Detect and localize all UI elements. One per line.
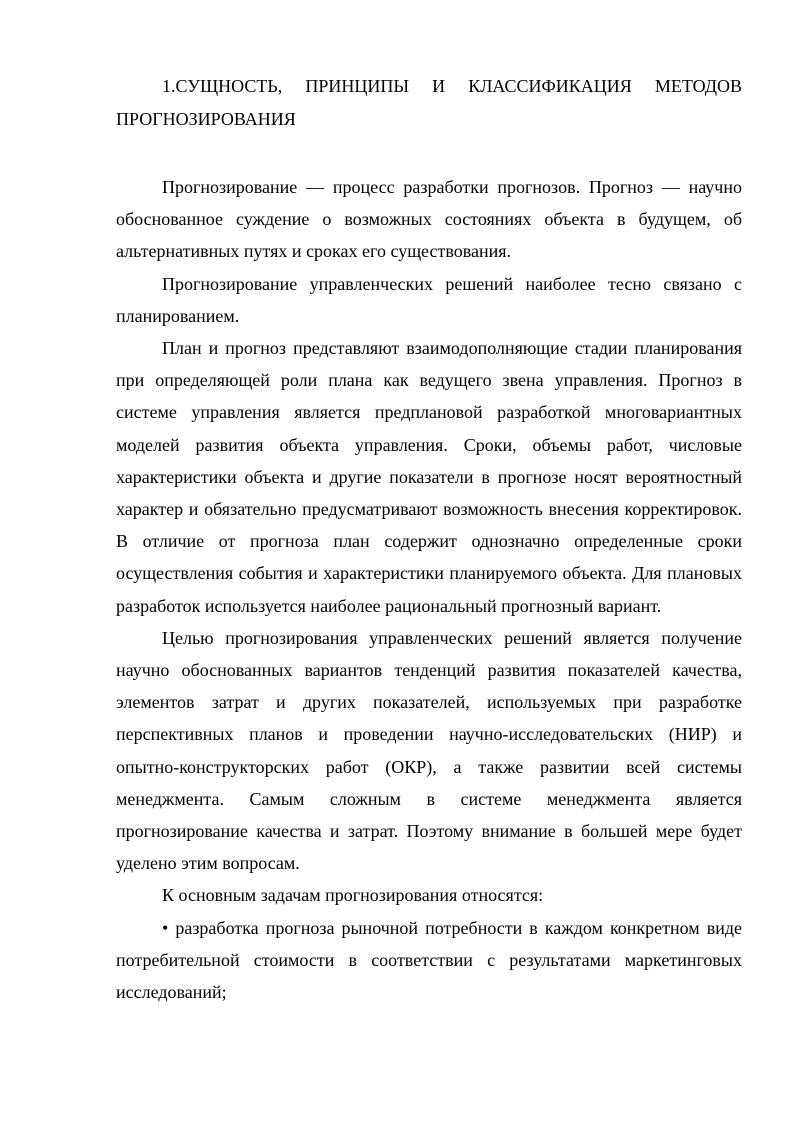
paragraph-goal: Целью прогнозирования управленческих решений является получение научно обоснованных вариантов тенденций развития показателей качества, элементов затрат и других показателей, используемых при разработке перспективных планов и проведении научно-исследовательских (НИР) и опытно-конструкторских работ (ОКР), а также развитии всей системы менеджмента. Самым сложным в системе менеджмента является прогнозирование качества и затрат. Поэтому внимание в большей мере будет уделено этим вопросам. bbox=[116, 627, 742, 874]
paragraph-planning-link: Прогнозирование управленческих решений наиболее тесно связано с планированием. bbox=[116, 273, 742, 326]
paragraph-tasks-intro: К основным задачам прогнозирования относятся: bbox=[162, 885, 544, 906]
list-item-market-forecast: • разработка прогноза рыночной потребности в каждом конкретном виде потребительной стоимости в соответствии с результатами маркетинговых исследований; bbox=[116, 917, 742, 1003]
section-heading: 1.СУЩНОСТЬ, ПРИНЦИПЫ И КЛАССИФИКАЦИЯ МЕТОДОВ ПРОГНОЗИРОВАНИЯ bbox=[116, 76, 742, 129]
paragraph-definition: Прогнозирование — процесс разработки прогнозов. Прогноз — научно обоснованное суждение о возможных состояниях объекта в будущем, об альтернативных путях и сроках его существования. bbox=[116, 177, 742, 262]
paragraph-plan-vs-forecast: План и прогноз представляют взаимодополняющие стадии планирования при определяющей роли плана как ведущего звена управления. Прогноз в системе управления является предплановой разработкой многовариантных моделей развития объекта управления. Сроки, объемы работ, числовые характеристики объекта и другие показатели в прогнозе носят вероятностный характер и обязательно предусматривают возможность внесения корректировок. В отличие от прогноза план содержит однозначно определенные сроки осуществления события и характеристики планируемого объекта. Для плановых разработок используется наиболее рациональный прогнозный вариант. bbox=[116, 338, 742, 616]
document-page bbox=[116, 70, 742, 1008]
